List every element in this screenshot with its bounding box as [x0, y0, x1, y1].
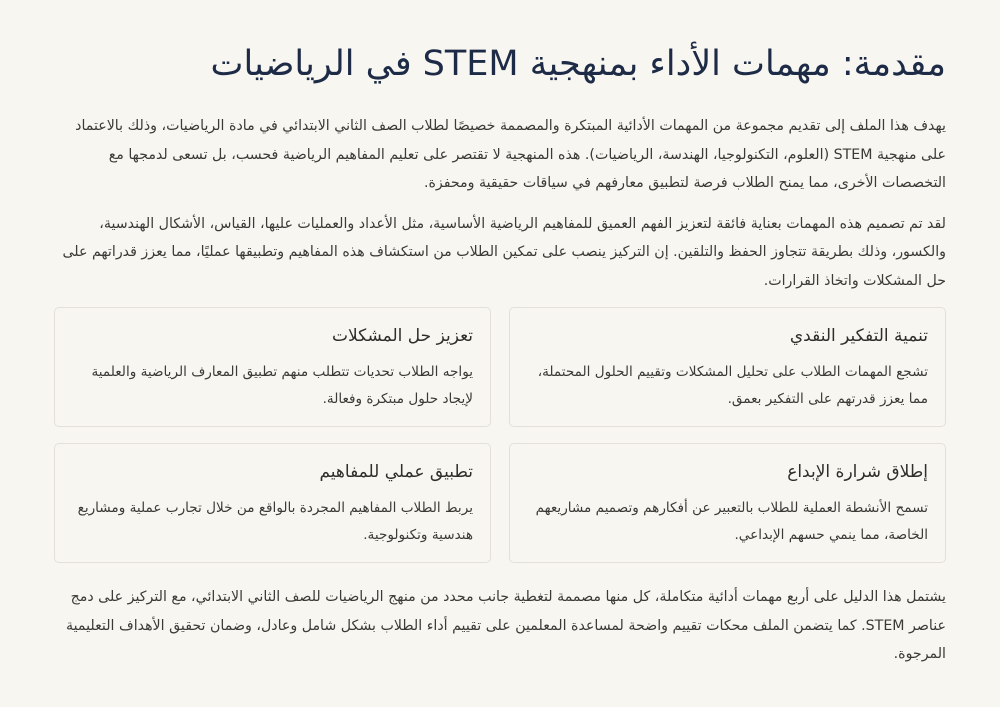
benefit-card-text: يربط الطلاب المفاهيم المجردة بالواقع من خلال تجارب عملية ومشاريع هندسية وتكنولوجية. [77, 500, 473, 543]
closing-paragraph: يشتمل هذا الدليل على أربع مهمات أدائية متكاملة، كل منها مصممة لتغطية جانب محدد من منهج الرياضيات للصف الثاني الابتدائي، مع التركيز على دمج عناصر STEM. كما يتضمن الملف محكات تقييم واضحة لمساعدة المعلمين على تقييم أداء الطلاب بشكل شامل وعادل، وضمان تحقيق الأهداف التعليمية المرجوة. [66, 589, 946, 662]
benefits-grid [54, 307, 946, 563]
benefit-card-title: تطبيق عملي للمفاهيم [319, 462, 473, 482]
benefit-card-critical-thinking [509, 307, 946, 427]
benefit-card-title: تنمية التفكير النقدي [789, 326, 928, 346]
benefit-card-text: يواجه الطلاب تحديات تتطلب منهم تطبيق المعارف الرياضية والعلمية لإيجاد حلول مبتكرة وفعالة. [91, 364, 473, 407]
intro-paragraph-2: لقد تم تصميم هذه المهمات بعناية فائقة لتعزيز الفهم العميق للمفاهيم الرياضية الأساسية، مثل الأعداد والعمليات عليها، القياس، الأشكال الهندسية، والكسور، وذلك بطريقة تتجاوز الحفظ والتلقين. إن التركيز ينصب على تمكين الطلاب من استكشاف هذه المفاهيم وتطبيقها عمليًا، مما يعزز قدراتهم على حل المشكلات واتخاذ القرارات. [62, 215, 946, 289]
benefit-card-title: إطلاق شرارة الإبداع [787, 462, 928, 482]
page-title: مقدمة: مهمات الأداء بمنهجية STEM في الرياضيات [210, 44, 946, 84]
benefit-card-text: تشجع المهمات الطلاب على تحليل المشكلات وتقييم الحلول المحتملة، مما يعزز قدرتهم على التفكير بعمق. [537, 364, 928, 407]
benefit-card-title: تعزيز حل المشكلات [331, 326, 473, 346]
intro-paragraph-1: يهدف هذا الملف إلى تقديم مجموعة من المهمات الأدائية المبتكرة والمصممة خصيصًا لطلاب الصف الثاني الابتدائي في مادة الرياضيات، وذلك بالاعتماد على منهجية STEM (العلوم، التكنولوجيا، الهندسة، الرياضيات). هذه المنهجية لا تقتصر على تعليم المفاهيم الرياضية فحسب، بل تسعى لدمجها مع التخصصات الأخرى، مما يمنح الطلاب فرصة لتطبيق معارفهم في سياقات حقيقية ومحفزة. [75, 118, 946, 191]
benefit-card-problem-solving [54, 307, 491, 427]
benefit-card-text: تسمح الأنشطة العملية للطلاب بالتعبير عن أفكارهم وتصميم مشاريعهم الخاصة، مما ينمي حسهم الإبداعي. [535, 500, 928, 543]
benefit-card-creativity [509, 443, 946, 563]
benefit-card-practical-application [54, 443, 491, 563]
